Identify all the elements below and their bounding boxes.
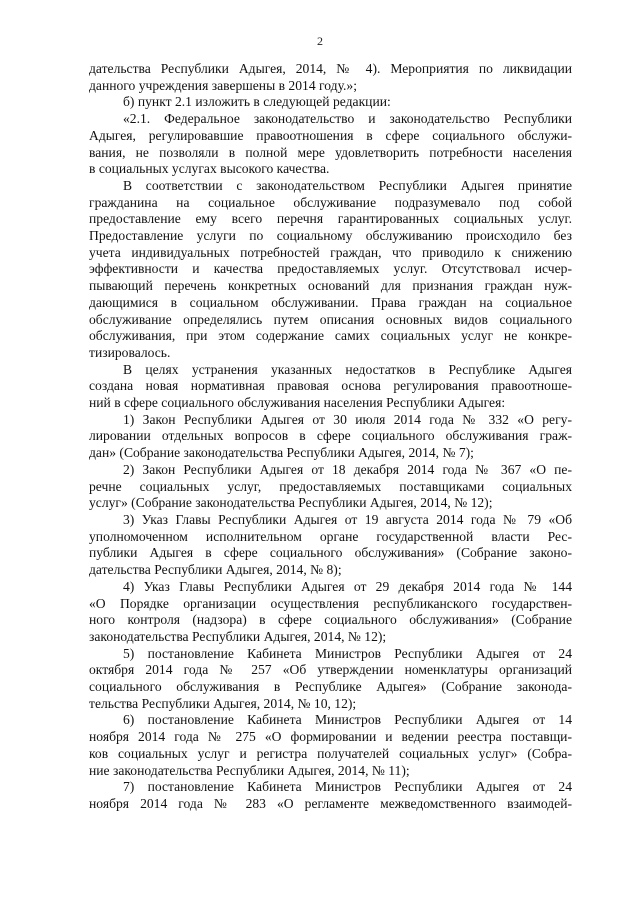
text-line: 1) Закон Республики Адыгея от 30 июля 2014 года № 332 «О регу- — [123, 411, 572, 427]
text-line: услуг» (Собрание законодательства Республики Адыгея, 2014, № 12); — [89, 495, 493, 511]
text-line: «О Порядке организации осуществления республиканского государствен- — [89, 595, 572, 611]
text-line: дан» (Собрание законодательства Республики Адыгея, 2014, № 7); — [89, 445, 474, 461]
text-line: лировании отдельных вопросов в сфере социального обслуживания граж- — [89, 428, 572, 444]
text-line: ние законодательства Республики Адыгея, 2014, № 11); — [89, 762, 410, 778]
text-line: 4) Указ Главы Республики Адыгея от 29 декабря 2014 года № 144 — [123, 578, 572, 594]
text-line: тизировалось. — [89, 344, 171, 360]
text-line: публики Адыгея в сфере социального обслуживания» (Собрание законо- — [89, 545, 572, 561]
text-line: дательства Республики Адыгея, 2014, № 8); — [89, 562, 342, 578]
text-line: уполномоченном исполнительном органе государственной власти Рес- — [89, 528, 572, 544]
page-number: 2 — [317, 34, 323, 48]
text-line: 5) постановление Кабинета Министров Республики Адыгея от 24 — [123, 645, 572, 661]
text-line: октября 2014 года № 257 «Об утверждении номенклатуры организаций — [89, 662, 572, 678]
text-line: вания, не позволяли в полной мере удовлетворить потребности населения — [89, 144, 572, 160]
text-line: обслуживания, при этом содержание самих социальных услуг не конкре- — [89, 328, 572, 344]
text-line: 7) постановление Кабинета Министров Республики Адыгея от 24 — [123, 779, 572, 795]
text-line: дающимися в социальном обслуживании. Права граждан на социальное — [89, 294, 572, 310]
text-line: в социальных услугах высокого качества. — [89, 161, 330, 177]
text-line: «2.1. Федеральное законодательство и законодательство Республики — [123, 111, 572, 127]
text-line: В соответствии с законодательством Республики Адыгея принятие — [123, 177, 572, 193]
text-line: Адыгея, регулировавшие правоотношения в сфере социального обслужи- — [89, 127, 572, 143]
text-line: законодательства Республики Адыгея, 2014, № 12); — [89, 628, 387, 644]
text-line: учета индивидуальных потребностей граждан, что приводило к снижению — [89, 244, 572, 260]
document-text — [89, 61, 572, 813]
text-line: гражданина на социальное обслуживание подразумевало под собой — [89, 194, 572, 210]
text-line: 3) Указ Главы Республики Адыгея от 19 августа 2014 года № 79 «Об — [123, 511, 572, 527]
text-line: тельства Республики Адыгея, 2014, № 10, 12); — [89, 695, 357, 711]
text-line: ноября 2014 года № 275 «О формировании и ведении реестра поставщи- — [89, 729, 572, 745]
text-line: б) пункт 2.1 изложить в следующей редакции: — [123, 94, 391, 110]
text-line: Предоставление услуги по социальному обслуживанию происходило без — [89, 228, 572, 244]
text-line: данного учреждения завершены в 2014 году.»; — [89, 77, 357, 93]
text-line: дательства Республики Адыгея, 2014, № 4). Мероприятия по ликвидации — [89, 61, 572, 76]
text-line: предоставление ему всего перечня гарантированных социальных услуг. — [89, 211, 572, 227]
text-line: создана новая нормативная правовая основа регулирования правоотноше- — [89, 378, 572, 394]
text-line: В целях устранения указанных недостатков в Республике Адыгея — [123, 361, 572, 377]
text-line: ний в сфере социального обслуживания населения Республики Адыгея: — [89, 395, 506, 411]
text-line: 6) постановление Кабинета Министров Республики Адыгея от 14 — [123, 712, 572, 728]
text-line: 2) Закон Республики Адыгея от 18 декабря 2014 года № 367 «О пе- — [123, 461, 572, 477]
text-line: речне социальных услуг, предоставляемых поставщиками социальных — [89, 478, 572, 494]
text-line: социального обслуживания в Республике Адыгея» (Собрание законода- — [89, 679, 572, 695]
text-line: обслуживание определялись путем описания основных видов социального — [89, 311, 572, 327]
text-line: ков социальных услуг и регистра получателей социальных услуг» (Собра- — [89, 745, 572, 761]
text-line: эффективности и качества предоставляемых услуг. Отсутствовал исчер- — [89, 261, 572, 277]
text-line: ноября 2014 года № 283 «О регламенте межведомственного взаимодей- — [89, 795, 572, 811]
text-line: пывающий перечень конкретных оснований для признания граждан нуж- — [89, 278, 572, 294]
text-line: ного контроля (надзора) в сфере социального обслуживания» (Собрание — [89, 612, 572, 628]
